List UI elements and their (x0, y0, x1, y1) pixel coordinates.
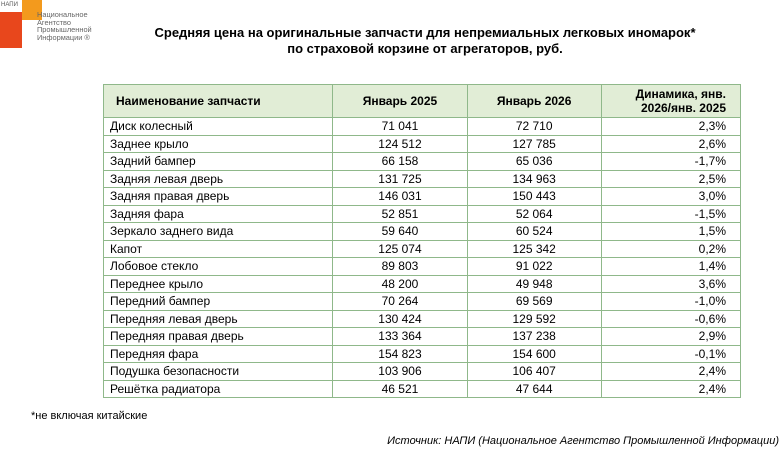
header-jan-2026: Январь 2026 (467, 85, 601, 118)
cell-part-name: Лобовое стекло (104, 258, 333, 276)
cell-dynamics: 3,6% (601, 275, 740, 293)
cell-jan-2025: 71 041 (333, 118, 467, 136)
cell-part-name: Решётка радиатора (104, 380, 333, 398)
cell-part-name: Заднее крыло (104, 135, 333, 153)
napi-logo (0, 0, 110, 60)
cell-jan-2026: 72 710 (467, 118, 601, 136)
cell-jan-2025: 103 906 (333, 363, 467, 381)
table-row (104, 328, 741, 346)
cell-jan-2026: 134 963 (467, 170, 601, 188)
cell-jan-2026: 60 524 (467, 223, 601, 241)
header-jan-2025: Январь 2025 (333, 85, 467, 118)
table-row (104, 258, 741, 276)
cell-jan-2025: 154 823 (333, 345, 467, 363)
logo-name (37, 11, 92, 42)
cell-part-name: Передняя фара (104, 345, 333, 363)
table-row (104, 275, 741, 293)
cell-jan-2025: 89 803 (333, 258, 467, 276)
cell-dynamics: 0,2% (601, 240, 740, 258)
cell-part-name: Подушка безопасности (104, 363, 333, 381)
header-dynamics: Динамика, янв. 2026/янв. 2025 (601, 85, 740, 118)
cell-jan-2025: 46 521 (333, 380, 467, 398)
cell-jan-2025: 146 031 (333, 188, 467, 206)
cell-dynamics: -0,1% (601, 345, 740, 363)
cell-part-name: Передняя правая дверь (104, 328, 333, 346)
cell-jan-2026: 137 238 (467, 328, 601, 346)
cell-jan-2026: 129 592 (467, 310, 601, 328)
table-row (104, 345, 741, 363)
cell-jan-2025: 52 851 (333, 205, 467, 223)
logo-small-label: НАПИ (1, 2, 18, 8)
header-part-name: Наименование запчасти (104, 85, 333, 118)
cell-part-name: Задняя фара (104, 205, 333, 223)
table-row (104, 188, 741, 206)
cell-jan-2026: 127 785 (467, 135, 601, 153)
cell-dynamics: -1,7% (601, 153, 740, 171)
cell-jan-2026: 47 644 (467, 380, 601, 398)
cell-jan-2026: 69 569 (467, 293, 601, 311)
logo-line-1: Национальное (37, 10, 88, 19)
cell-jan-2025: 124 512 (333, 135, 467, 153)
cell-part-name: Задний бампер (104, 153, 333, 171)
cell-part-name: Задняя левая дверь (104, 170, 333, 188)
title-line-1: Средняя цена на оригинальные запчасти для непремиальных легковых иномарок* (154, 25, 696, 40)
source-note: Источник: НАПИ (Национальное Агентство Промышленной Информации) (387, 435, 779, 447)
cell-jan-2026: 91 022 (467, 258, 601, 276)
title-line-2: по страховой корзине от агрегаторов, руб. (287, 41, 563, 56)
cell-dynamics: 2,4% (601, 380, 740, 398)
table-row (104, 293, 741, 311)
table-row (104, 363, 741, 381)
table-row (104, 205, 741, 223)
cell-jan-2026: 49 948 (467, 275, 601, 293)
cell-jan-2026: 125 342 (467, 240, 601, 258)
table-row (104, 310, 741, 328)
cell-jan-2026: 52 064 (467, 205, 601, 223)
logo-line-3: Промышленной (37, 25, 92, 35)
cell-dynamics: 1,5% (601, 223, 740, 241)
cell-part-name: Задняя правая дверь (104, 188, 333, 206)
cell-jan-2025: 133 364 (333, 328, 467, 346)
cell-part-name: Зеркало заднего вида (104, 223, 333, 241)
parts-price-table (103, 84, 741, 398)
cell-jan-2026: 65 036 (467, 153, 601, 171)
footnote: *не включая китайские (31, 410, 148, 422)
table-row (104, 135, 741, 153)
table-row (104, 118, 741, 136)
table-row (104, 153, 741, 171)
logo-line-4: Информации ® (37, 33, 90, 43)
cell-dynamics: 2,5% (601, 170, 740, 188)
cell-jan-2026: 154 600 (467, 345, 601, 363)
table-row (104, 223, 741, 241)
logo-red-square (0, 12, 22, 48)
cell-dynamics: 2,9% (601, 328, 740, 346)
cell-jan-2025: 70 264 (333, 293, 467, 311)
cell-jan-2025: 125 074 (333, 240, 467, 258)
cell-dynamics: 1,4% (601, 258, 740, 276)
cell-jan-2026: 106 407 (467, 363, 601, 381)
cell-part-name: Капот (104, 240, 333, 258)
cell-part-name: Диск колесный (104, 118, 333, 136)
table-header-row (104, 85, 741, 118)
logo-line-2: Агентство (37, 17, 71, 27)
table-row (104, 240, 741, 258)
cell-dynamics: 2,6% (601, 135, 740, 153)
cell-dynamics: -1,5% (601, 205, 740, 223)
cell-dynamics: -0,6% (601, 310, 740, 328)
cell-part-name: Переднее крыло (104, 275, 333, 293)
cell-jan-2025: 130 424 (333, 310, 467, 328)
cell-jan-2025: 59 640 (333, 223, 467, 241)
cell-jan-2025: 131 725 (333, 170, 467, 188)
cell-part-name: Передний бампер (104, 293, 333, 311)
cell-dynamics: -1,0% (601, 293, 740, 311)
table-row (104, 170, 741, 188)
cell-dynamics: 3,0% (601, 188, 740, 206)
cell-jan-2026: 150 443 (467, 188, 601, 206)
cell-jan-2025: 66 158 (333, 153, 467, 171)
cell-part-name: Передняя левая дверь (104, 310, 333, 328)
cell-dynamics: 2,3% (601, 118, 740, 136)
table-row (104, 380, 741, 398)
cell-jan-2025: 48 200 (333, 275, 467, 293)
cell-dynamics: 2,4% (601, 363, 740, 381)
page-title (110, 25, 740, 57)
